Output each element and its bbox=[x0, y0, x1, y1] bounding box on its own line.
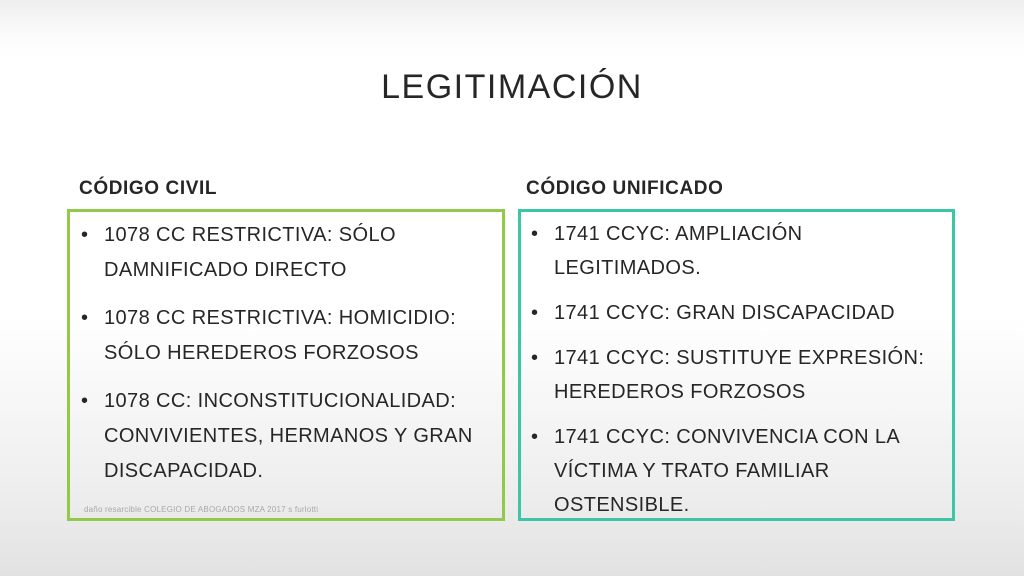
slide-title: LEGITIMACIÓN bbox=[381, 68, 643, 106]
left-bullet-item: • 1078 CC: INCONSTITUCIONALIDAD: CONVIVIENTES, HERMANOS Y GRAN DISCAPACIDAD. bbox=[78, 384, 492, 489]
right-bullet-item: • 1741 CCYC: AMPLIACIÓN LEGITIMADOS. bbox=[528, 217, 942, 285]
right-bullet-item: • 1741 CCYC: CONVIVENCIA CON LA VÍCTIMA Y TRATO FAMILIAR OSTENSIBLE. bbox=[528, 420, 942, 522]
slide-footer: daño resarcible COLEGIO DE ABOGADOS MZA 2017 s furlotti bbox=[84, 505, 319, 514]
left-content-box bbox=[67, 209, 505, 521]
right-bullet-item: • 1741 CCYC: GRAN DISCAPACIDAD bbox=[528, 296, 942, 330]
right-bullet-list bbox=[521, 212, 952, 522]
left-bullet-list bbox=[70, 212, 502, 489]
left-column-heading: CÓDIGO CIVIL bbox=[79, 178, 218, 199]
right-bullet-item: • 1741 CCYC: SUSTITUYE EXPRESIÓN: HEREDEROS FORZOSOS bbox=[528, 341, 942, 409]
right-column-heading: CÓDIGO UNIFICADO bbox=[526, 178, 724, 199]
background-texture bbox=[0, 0, 1024, 60]
left-bullet-item: • 1078 CC RESTRICTIVA: HOMICIDIO: SÓLO HEREDEROS FORZOSOS bbox=[78, 301, 492, 371]
left-bullet-item: • 1078 CC RESTRICTIVA: SÓLO DAMNIFICADO DIRECTO bbox=[78, 218, 492, 288]
right-content-box bbox=[518, 209, 955, 521]
